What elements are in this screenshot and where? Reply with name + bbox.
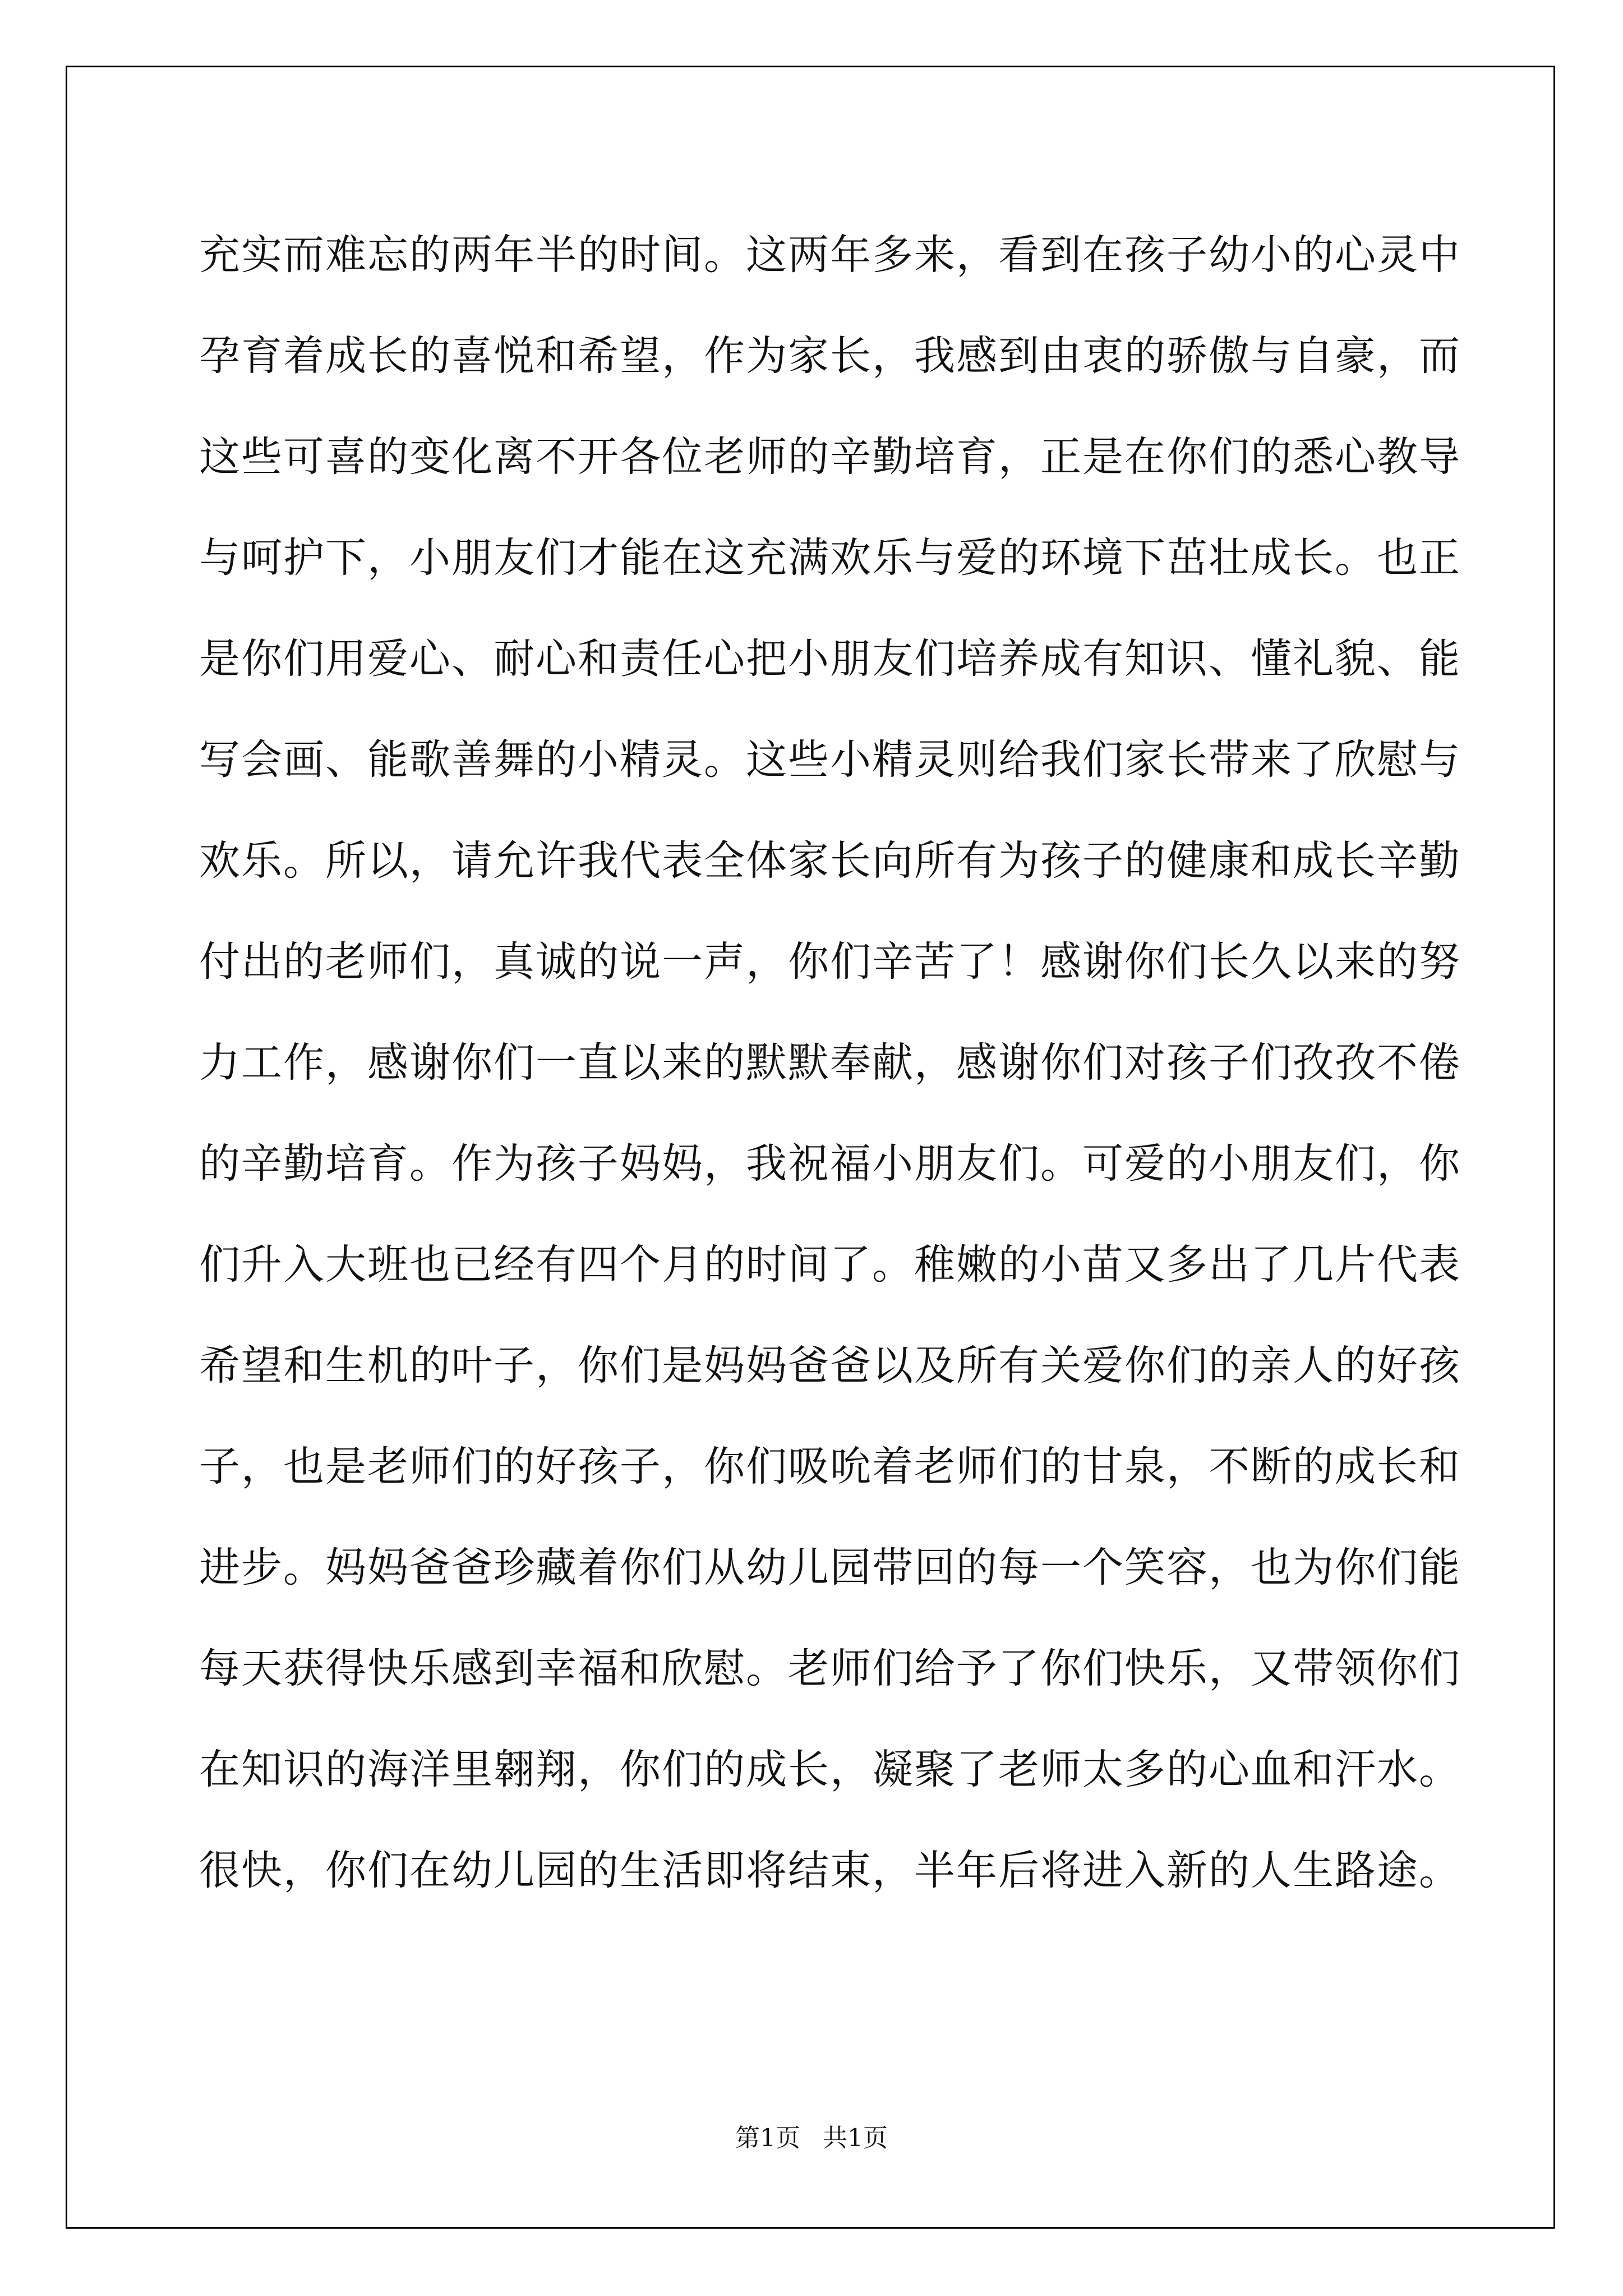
text-line: 每天获得快乐感到幸福和欣慰。老师们给予了你们快乐，又带领你们 bbox=[199, 1645, 1461, 1692]
text-line: 这些可喜的变化离不开各位老师的辛勤培育，正是在你们的悉心教导 bbox=[199, 433, 1461, 481]
text-line: 写会画、能歌善舞的小精灵。这些小精灵则给我们家长带来了欣慰与 bbox=[199, 736, 1461, 784]
text-line: 希望和生机的叶子，你们是妈妈爸爸以及所有关爱你们的亲人的好孩 bbox=[199, 1342, 1461, 1389]
document-body bbox=[199, 219, 1461, 1935]
page-number: 第1页 bbox=[735, 2124, 800, 2152]
text-line: 与呵护下，小朋友们才能在这充满欢乐与爱的环境下茁壮成长。也正 bbox=[199, 534, 1461, 582]
text-line: 们升入大班也已经有四个月的时间了。稚嫩的小苗又多出了几片代表 bbox=[199, 1241, 1461, 1289]
text-line: 进步。妈妈爸爸珍藏着你们从幼儿园带回的每一个笑容，也为你们能 bbox=[199, 1544, 1461, 1591]
text-line: 是你们用爱心、耐心和责任心把小朋友们培养成有知识、懂礼貌、能 bbox=[199, 635, 1461, 683]
text-line: 很快，你们在幼儿园的生活即将结束，半年后将进入新的人生路途。 bbox=[199, 1847, 1461, 1894]
text-line: 的辛勤培育。作为孩子妈妈，我祝福小朋友们。可爱的小朋友们，你 bbox=[199, 1140, 1461, 1188]
text-line: 充实而难忘的两年半的时间。这两年多来，看到在孩子幼小的心灵中 bbox=[199, 231, 1461, 279]
text-line: 力工作，感谢你们一直以来的默默奉献，感谢你们对孩子们孜孜不倦 bbox=[199, 1039, 1461, 1087]
text-line: 在知识的海洋里翱翔，你们的成长，凝聚了老师太多的心血和汗水。 bbox=[199, 1746, 1461, 1793]
page-total: 共1页 bbox=[823, 2124, 888, 2152]
page-footer bbox=[0, 2118, 1623, 2154]
text-line: 子，也是老师们的好孩子，你们吸吮着老师们的甘泉，不断的成长和 bbox=[199, 1443, 1461, 1490]
text-line: 欢乐。所以，请允许我代表全体家长向所有为孩子的健康和成长辛勤 bbox=[199, 837, 1461, 885]
text-line: 孕育着成长的喜悦和希望，作为家长，我感到由衷的骄傲与自豪，而 bbox=[199, 332, 1461, 380]
text-line: 付出的老师们，真诚的说一声，你们辛苦了！感谢你们长久以来的努 bbox=[199, 938, 1461, 986]
